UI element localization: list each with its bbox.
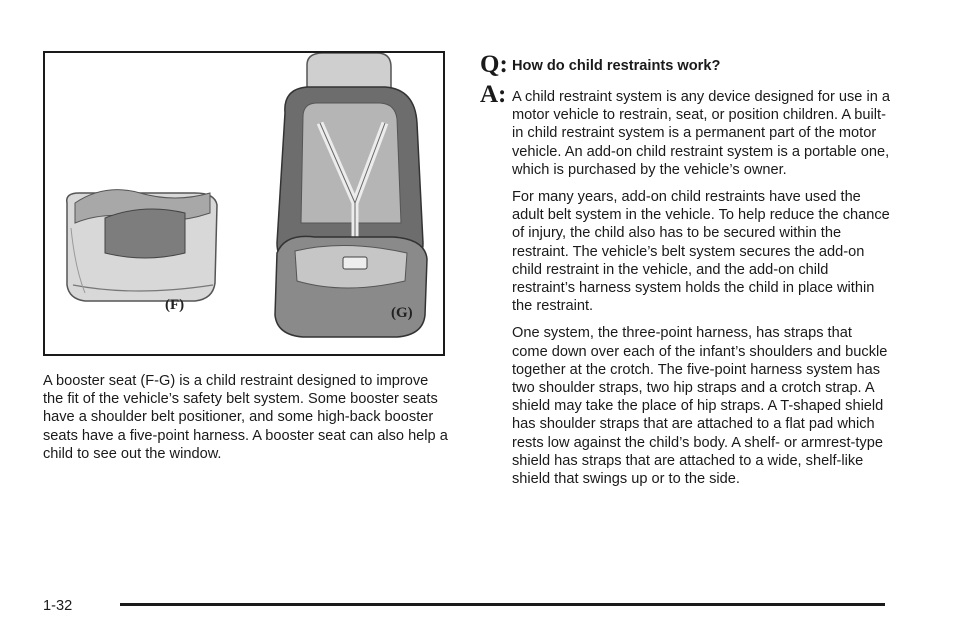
booster-seats-drawing bbox=[45, 53, 443, 354]
page-number: 1-32 bbox=[43, 598, 73, 614]
question-marker: Q: bbox=[480, 51, 508, 78]
booster-seat-illustration bbox=[43, 51, 445, 356]
answer-text bbox=[512, 88, 890, 497]
backless-booster-seat bbox=[67, 190, 217, 301]
figure-label-f: (F) bbox=[165, 297, 185, 313]
footer-rule bbox=[120, 603, 885, 606]
answer-paragraph: One system, the three-point harness, has straps that come down over each of the infant’s shoulders and buckle together at the crotch. The five-point harness system has two shoulder straps, two hip straps and a crotch strap. A shield may take the place of hip straps. A T-shaped shield has shoulder straps that are attached to a flat pad which rests low against the child’s body. A shelf- or armrest-type shield has straps that are attached to a wide, shelf-like shield that swings up or to the side. bbox=[512, 325, 888, 488]
answer-paragraph: For many years, add-on child restraints have used the adult belt system in the vehicle. To help reduce the chance of injury, the child also has to be secured within the restraint. The vehicle’s belt system secures the add-on child restraint in the vehicle, and the add-on child restraint’s harness system holds the child in place within the restraint. bbox=[512, 189, 890, 315]
answer-marker: A: bbox=[480, 81, 507, 108]
answer-paragraph: A child restraint system is any device designed for use in a motor vehicle to restrain, seat, or position children. A built-in child restraint system is a permanent part of the motor vehicle. An add-on child restraint system is a portable one, which is purchased by the vehicle’s owner. bbox=[512, 89, 891, 178]
high-back-booster-seat bbox=[275, 53, 427, 337]
figure-label-g: (G) bbox=[391, 305, 413, 321]
question-text: How do child restraints work? bbox=[512, 58, 721, 74]
figure-caption: A booster seat (F-G) is a child restraint designed to improve the fit of the vehicle’s safety belt system. Some booster seats have a shoulder belt positioner, and some high-back booster seats have a five-point harness. A booster seat can also help a child to see out the window. bbox=[43, 373, 448, 462]
